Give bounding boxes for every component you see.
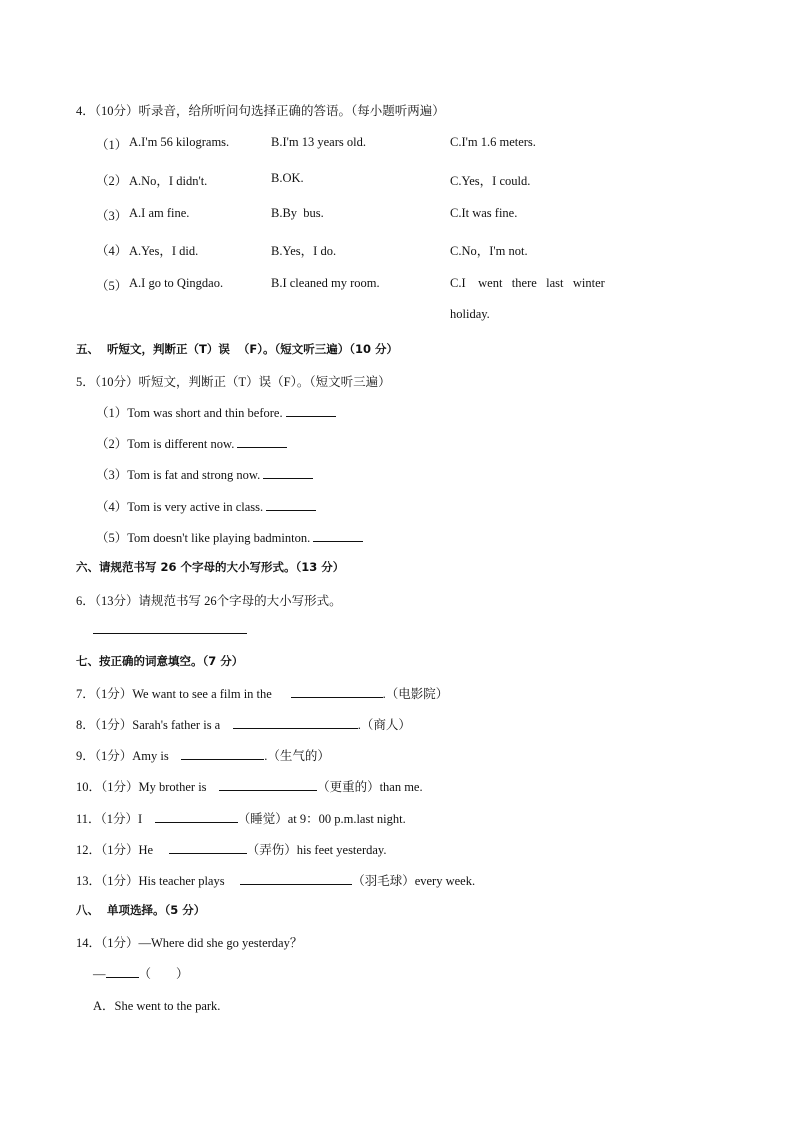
q4-option-a: A.I go to Qingdao. bbox=[129, 276, 224, 290]
q9 bbox=[76, 746, 330, 764]
q4-option-b: B.I'm 13 years old. bbox=[271, 135, 366, 149]
q6-stem: 6．（13分）请规范书写 26个字母的大小写形式。 bbox=[76, 594, 342, 608]
q4-option-c: C.I went there last winter bbox=[450, 276, 605, 290]
answer-blank[interactable] bbox=[181, 747, 264, 760]
q5-item-text: （2）Tom is different now. bbox=[96, 437, 235, 451]
section-6-heading: 六、请规范书写 26 个字母的大小写形式。（13 分） bbox=[76, 560, 345, 574]
q5-item-4 bbox=[96, 497, 316, 515]
q5-item-text: （1）Tom was short and thin before. bbox=[96, 406, 283, 420]
q5-item-1 bbox=[96, 403, 336, 421]
q5-stem: 5．（10分）听短文，判断正（T）误（F）。（短文听三遍） bbox=[76, 375, 391, 389]
question-text: 10．（1分）My brother is bbox=[76, 780, 207, 794]
answer-blank[interactable] bbox=[291, 685, 383, 698]
q5-item-text: （3）Tom is fat and strong now. bbox=[96, 468, 261, 482]
q4-row-number: （2） bbox=[96, 174, 128, 188]
q5-item-text: （5）Tom doesn't like playing badminton. bbox=[96, 531, 311, 545]
q12 bbox=[76, 840, 386, 858]
question-text: 13．（1分）His teacher plays bbox=[76, 874, 225, 888]
q8 bbox=[76, 715, 411, 733]
question-text: 9．（1分）Amy is bbox=[76, 749, 169, 763]
answer-blank[interactable] bbox=[155, 810, 238, 823]
q5-item-5 bbox=[96, 528, 363, 546]
section-8-heading: 八、 单项选择。（5 分） bbox=[76, 903, 206, 917]
question-text: 8．（1分）Sarah's father is a bbox=[76, 718, 221, 732]
question-hint: .（电影院） bbox=[382, 687, 449, 701]
q4-option-c-continued: holiday. bbox=[450, 307, 490, 321]
answer-blank[interactable] bbox=[266, 498, 316, 511]
q13 bbox=[76, 871, 475, 889]
question-hint: .（生气的） bbox=[264, 749, 330, 763]
q11 bbox=[76, 809, 406, 827]
q4-option-c: C.I'm 1.6 meters. bbox=[450, 135, 536, 149]
answer-blank[interactable] bbox=[106, 965, 139, 978]
q6-answer-line[interactable] bbox=[93, 633, 247, 634]
q4-stem: 4．（10分）听录音，给所听问句选择正确的答语。（每小题听两遍） bbox=[76, 104, 445, 118]
answer-blank[interactable] bbox=[237, 435, 287, 448]
q7 bbox=[76, 684, 448, 702]
answer-blank[interactable] bbox=[169, 841, 247, 854]
question-hint: （弄伤）his feet yesterday. bbox=[246, 843, 387, 857]
q4-option-a: A.I'm 56 kilograms. bbox=[129, 135, 230, 149]
q4-option-b: B.OK. bbox=[271, 171, 304, 185]
q14-option-a[interactable]: A．She went to the park. bbox=[93, 999, 221, 1013]
q4-row-number: （5） bbox=[96, 279, 128, 293]
answer-blank[interactable] bbox=[263, 466, 313, 479]
q5-item-3 bbox=[96, 465, 313, 483]
q10 bbox=[76, 777, 423, 795]
dash-prefix: — bbox=[93, 967, 106, 981]
question-hint: .（商人） bbox=[357, 718, 411, 732]
section-5-heading: 五、 听短文，判断正（T）误 （F）。（短文听三遍）（10 分） bbox=[76, 342, 398, 356]
question-text: 7．（1分）We want to see a film in the bbox=[76, 687, 272, 701]
question-hint: （睡觉）at 9：00 p.m.last night. bbox=[237, 812, 406, 826]
answer-blank[interactable] bbox=[286, 404, 336, 417]
question-hint: （羽毛球）every week. bbox=[352, 874, 476, 888]
q4-option-a: A.Yes，I did. bbox=[129, 244, 199, 258]
answer-blank[interactable] bbox=[219, 778, 317, 791]
answer-paren: （ ） bbox=[138, 967, 189, 981]
q4-option-b: B.By bus. bbox=[271, 206, 324, 220]
q5-item-text: （4）Tom is very active in class. bbox=[96, 500, 264, 514]
question-text: 12．（1分）He bbox=[76, 843, 154, 857]
q4-option-b: B.Yes，I do. bbox=[271, 244, 337, 258]
answer-blank[interactable] bbox=[313, 529, 363, 542]
q4-option-c: C.It was fine. bbox=[450, 206, 518, 220]
answer-blank[interactable] bbox=[233, 716, 358, 729]
q4-option-b: B.I cleaned my room. bbox=[271, 276, 380, 290]
answer-blank[interactable] bbox=[240, 872, 352, 885]
q14-answer-row bbox=[93, 964, 189, 982]
q4-row-number: （4） bbox=[96, 244, 128, 258]
q4-row-number: （1） bbox=[96, 138, 128, 152]
q4-option-a: A.I am fine. bbox=[129, 206, 190, 220]
q4-row-number: （3） bbox=[96, 209, 128, 223]
question-hint: （更重的）than me. bbox=[317, 780, 423, 794]
q14-stem: 14．（1分）—Where did she go yesterday？ bbox=[76, 936, 303, 950]
q4-option-c: C.Yes，I could. bbox=[450, 174, 531, 188]
q4-option-a: A.No，I didn't. bbox=[129, 174, 208, 188]
section-7-heading: 七、按正确的词意填空。（7 分） bbox=[76, 654, 244, 668]
q5-item-2 bbox=[96, 434, 287, 452]
q4-option-c: C.No，I'm not. bbox=[450, 244, 528, 258]
question-text: 11．（1分）I bbox=[76, 812, 143, 826]
